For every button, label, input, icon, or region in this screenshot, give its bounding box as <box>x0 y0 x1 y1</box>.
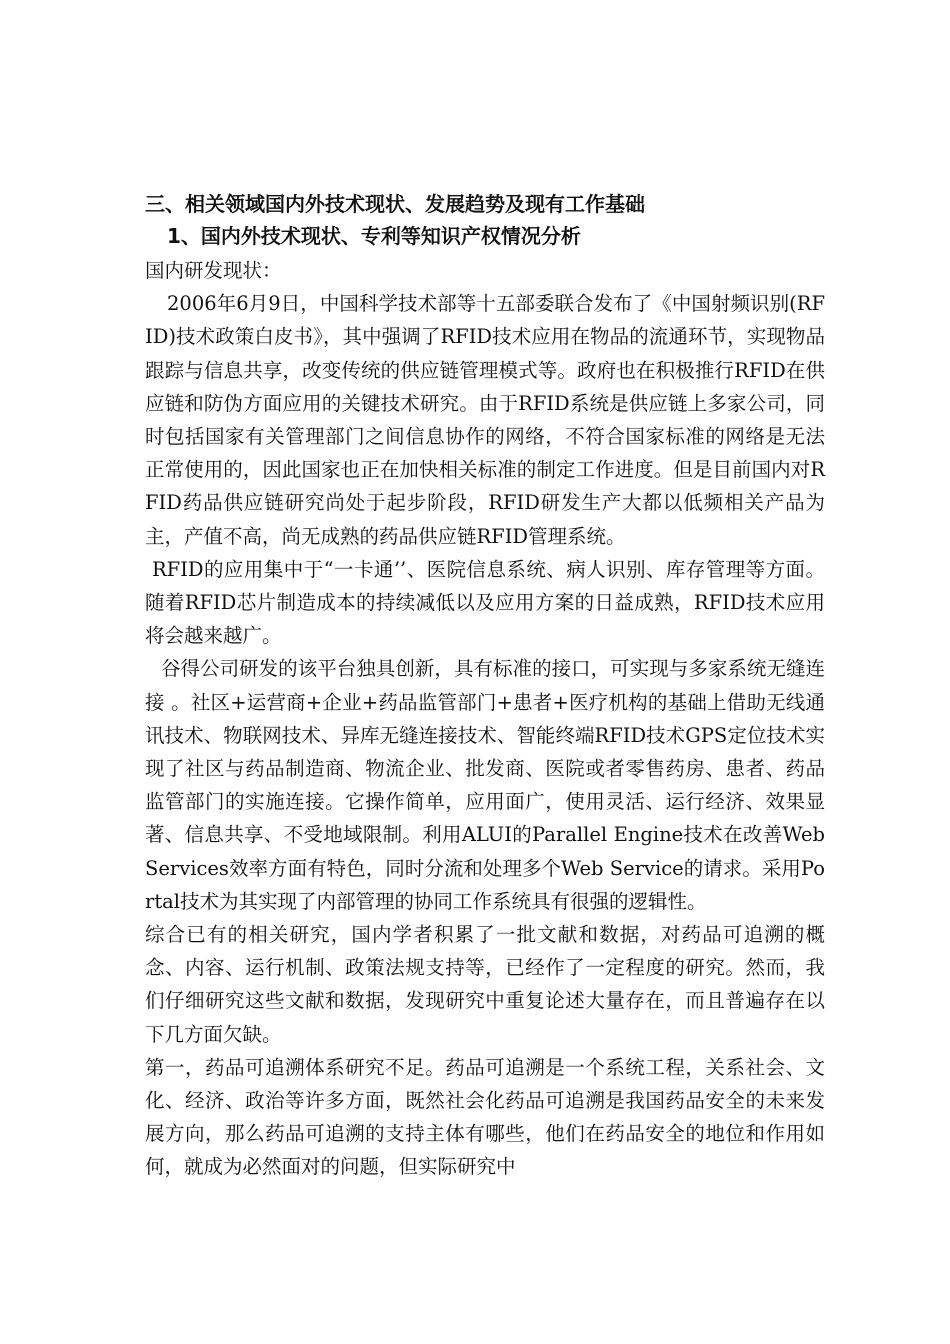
paragraph-company-platform: 谷得公司研发的该平台独具创新，具有标准的接口，可实现与多家系统无缝连接 。社区+运营商+企业+药品监管部门+患者+医疗机构的基础上借助无线通讯技术、物联网技术、异库无缝连接技术、智能终端RFID技术GPS定位技术实现了社区与药品制造商、物流企业、批发商、医院或者零售药房、患者、药品监管部门的实施连接。它操作简单，应用面广，使用灵活、运行经济、效果显著、信息共享、不受地域限制。利用ALUI的Parallel Engine技术在改善Web Services效率方面有特色，同时分流和处理多个Web Service的请求。采用Portal技术为其实现了内部管理的协同工作系统具有很强的逻辑性。 <box>145 657 825 913</box>
paragraph-research-summary: 综合已有的相关研究，国内学者积累了一批文献和数据，对药品可追溯的概念、内容、运行机制、政策法规支持等，已经作了一定程度的研究。然而，我们仔细研究这些文献和数据，发现研究中重复论述大量存在，而且普遍存在以下几方面欠缺。 <box>145 923 825 1046</box>
paragraph-first-deficiency: 第一，药品可追溯体系研究不足。药品可追溯是一个系统工程，关系社会、文化、经济、政治等许多方面，既然社会化药品可追溯是我国药品安全的未来发展方向，那么药品可追溯的支持主体有哪些，他们在药品安全的地位和作用如何，就成为必然面对的问题，但实际研究中 <box>145 1055 825 1179</box>
paragraph-rfid-applications: RFID的应用集中于“一卡通’’、医院信息系统、病人识别、库存管理等方面。随着RFID芯片制造成本的持续减低以及应用方案的日益成熟，RFID技术应用将会越来越广。 <box>145 557 825 648</box>
paragraph-rfid-whitepaper: 2006年6月9日，中国科学技术部等十五部委联合发布了《中国射频识别(RFID)技术政策白皮书》，其中强调了RFID技术应用在物品的流通环节，实现物品跟踪与信息共享，改变传统的供应链管理模式等。政府也在积极推行RFID在供应链和防伪方面应用的关键技术研究。由于RFID系统是供应链上多家公司，同时包括国家有关管理部门之间信息协作的网络，不符合国家标准的网络是无法正常使用的，因此国家也正在加快相关标准的制定工作进度。但是目前国内对RFID药品供应链研究尚处于起步阶段，RFID研发生产大都以低频相关产品为主，产值不高，尚无成熟的药品供应链RFID管理系统。 <box>145 292 825 548</box>
document-page <box>145 188 825 1184</box>
domestic-status-label: 国内研发现状： <box>145 259 282 282</box>
section-heading: 三、相关领域国内外技术现状、发展趋势及现有工作基础 <box>145 192 645 216</box>
subsection-heading: 1、国内外技术现状、专利等知识产权情况分析 <box>167 224 581 248</box>
